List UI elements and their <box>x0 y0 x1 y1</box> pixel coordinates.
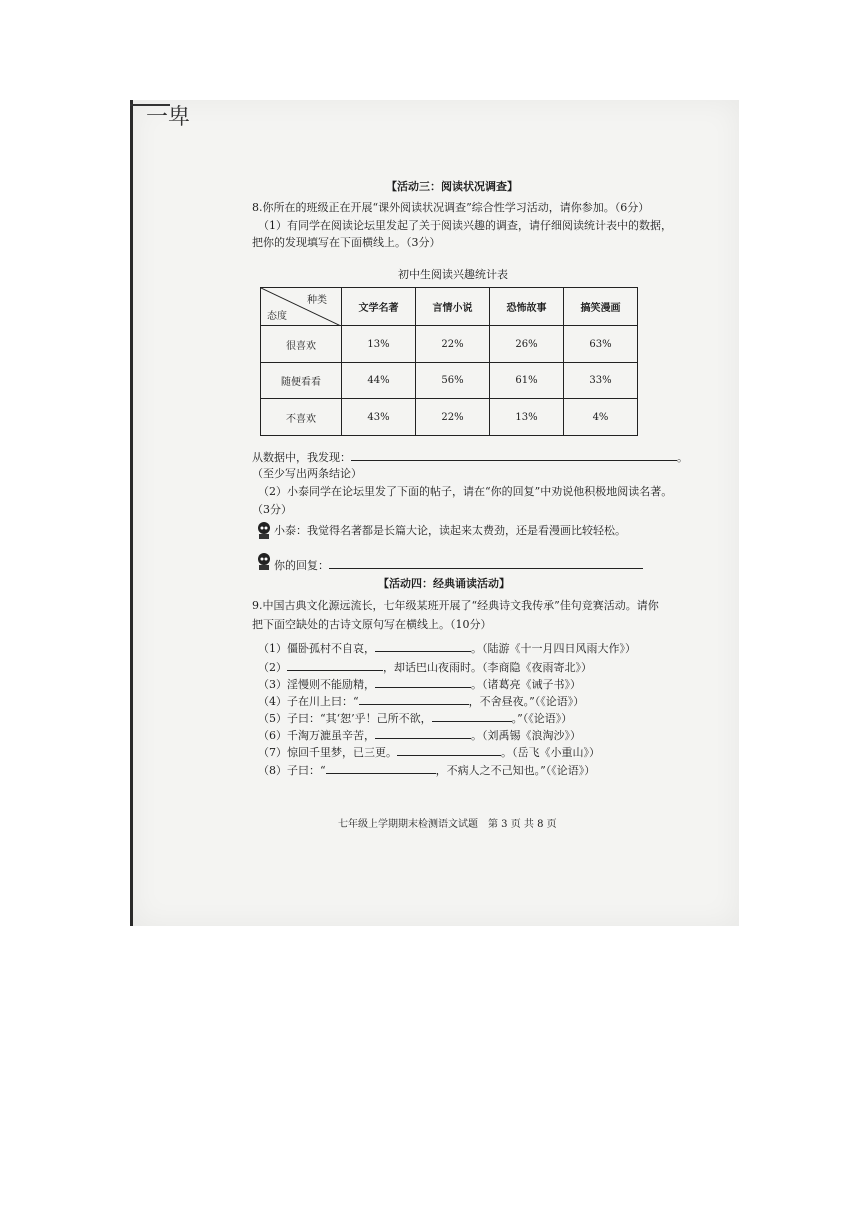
q9-line2: 把下面空缺处的古诗文原句写在横线上。（10分） <box>252 618 492 631</box>
reply-line <box>274 557 643 573</box>
reading-interest-table <box>260 287 638 436</box>
avatar-icon <box>256 552 272 570</box>
table-cell: 22% <box>416 399 490 436</box>
poem-item: （4）子在川上曰：“ ，不舍昼夜。”（《论语》） <box>258 695 585 708</box>
reply-label: 你的回复： <box>274 559 329 572</box>
column-header: 言情小说 <box>416 288 490 326</box>
corner-handwriting: 一卑 <box>146 105 191 130</box>
table-cell: 4% <box>564 399 638 436</box>
q8-2-line2: （3分） <box>252 503 292 516</box>
table-cell: 22% <box>416 326 490 363</box>
poem-item: （5）子曰：“其‘恕’乎！己所不欲， 。”（《论语》） <box>258 712 573 725</box>
column-header: 文学名著 <box>342 288 416 326</box>
answer-blank[interactable] <box>432 710 512 722</box>
poem-item: （6）千淘万漉虽辛苦， 。（刘禹锡《浪淘沙》） <box>258 729 581 742</box>
poem-item: （1）僵卧孤村不自哀， 。（陆游《十一月四日风雨大作》） <box>258 642 636 655</box>
answer-blank[interactable] <box>287 659 383 671</box>
finding-note: （至少写出两条结论） <box>252 467 362 480</box>
table-title: 初中生阅读兴趣统计表 <box>398 268 508 281</box>
finding-line: 从数据中，我发现： 。 <box>252 451 688 464</box>
table-corner-cell <box>261 288 342 326</box>
table-cell: 44% <box>342 363 416 399</box>
table-cell: 43% <box>342 399 416 436</box>
activity3-heading: 【活动三：阅读状况调查】 <box>386 180 518 193</box>
xiaotai-post: 小泰：我觉得名著都是长篇大论，读起来太费劲，还是看漫画比较轻松。 <box>274 524 626 537</box>
table-cell: 33% <box>564 363 638 399</box>
table-row <box>261 326 638 363</box>
answer-blank[interactable] <box>375 640 471 652</box>
answer-blank[interactable] <box>375 676 471 688</box>
table-cell: 56% <box>416 363 490 399</box>
activity4-heading: 【活动四：经典诵读活动】 <box>378 577 510 590</box>
finding-prefix: 从数据中，我发现： <box>252 451 351 464</box>
table-cell: 61% <box>490 363 564 399</box>
poem-item: （7）惊回千里梦，已三更。 。（岳飞《小重山》） <box>258 746 600 759</box>
answer-blank[interactable] <box>375 727 471 739</box>
reply-answer-blank[interactable] <box>329 557 643 569</box>
table-cell: 63% <box>564 326 638 363</box>
corner-bottom-label: 态度 <box>267 311 287 322</box>
row-label: 随便看看 <box>261 363 342 399</box>
table-cell: 26% <box>490 326 564 363</box>
column-header: 搞笑漫画 <box>564 288 638 326</box>
table-cell: 13% <box>342 326 416 363</box>
finding-answer-blank[interactable] <box>351 449 677 461</box>
q9-line1: 9.中国古典文化源远流长，七年级某班开展了“经典诗文我传承”佳句竞赛活动。请你 <box>252 599 659 612</box>
corner-top-label: 种类 <box>307 295 327 306</box>
poem-item: （8）子曰：“ ，不病人之不己知也。”（《论语》） <box>258 764 596 777</box>
column-header: 恐怖故事 <box>490 288 564 326</box>
q8-1-line2: 把你的发现填写在下面横线上。（3分） <box>252 236 441 249</box>
row-label: 很喜欢 <box>261 326 342 363</box>
q8-intro: 8.你所在的班级正在开展“课外阅读状况调查”综合性学习活动，请你参加。（6分） <box>252 201 650 214</box>
table-cell: 13% <box>490 399 564 436</box>
avatar-icon <box>256 521 272 539</box>
answer-blank[interactable] <box>397 744 501 756</box>
table-row <box>261 363 638 399</box>
page-footer: 七年级上学期期末检测语文试题 第 3 页 共 8 页 <box>338 819 557 830</box>
row-label: 不喜欢 <box>261 399 342 436</box>
table-row <box>261 399 638 436</box>
poem-item: （3）淫慢则不能励精， 。（诸葛亮《诫子书》） <box>258 678 581 691</box>
answer-blank[interactable] <box>326 762 436 774</box>
answer-blank[interactable] <box>359 693 469 705</box>
q8-2-line1: （2）小泰同学在论坛里发了下面的帖子，请在“你的回复”中劝说他积极地阅读名著。 <box>258 485 673 498</box>
poem-item: （2） ，却话巴山夜雨时。（李商隐《夜雨寄北》） <box>258 661 592 674</box>
q8-1-line1: （1）有同学在阅读论坛里发起了关于阅读兴趣的调查，请仔细阅读统计表中的数据， <box>258 219 672 232</box>
